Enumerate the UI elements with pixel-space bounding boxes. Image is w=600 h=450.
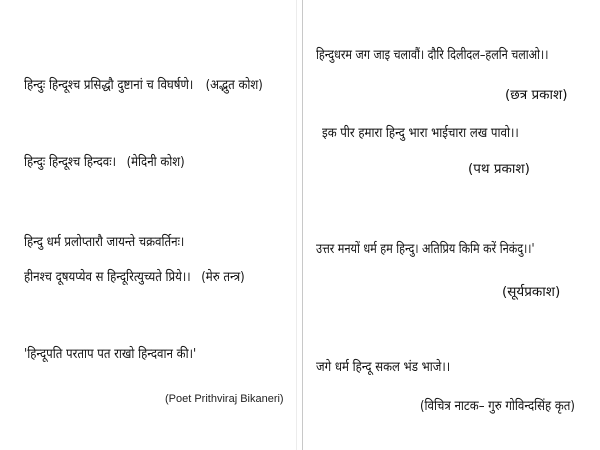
- left-quote-4-credit: (Poet Prithviraj Bikaneri): [165, 393, 284, 405]
- right-quote-2-text: इक पीर हमारा हिन्दु भारा भाईचारा लख पावो।।: [322, 125, 519, 141]
- right-quote-1-text: हिन्दुधरम जग जाइ चलावौं। दौरि दिलीदल–हलनि चलाओ।।: [316, 47, 549, 63]
- right-quote-2-source: (पथ प्रकाश): [468, 161, 530, 177]
- left-quote-2-source: (मेदिनी कोश): [126, 154, 185, 170]
- left-quote-2: [24, 153, 185, 171]
- column-divider-shadow: [296, 0, 297, 450]
- left-quote-1-text: हिन्दुः हिन्दूश्च प्रसिद्धौ दुष्टानां च विघर्षणे।: [24, 77, 194, 93]
- right-quote-4-text: जगे धर्म हिन्दू सकल भंड भाजे।।: [316, 359, 451, 375]
- right-quote-3-source: (सूर्यप्रकाश): [502, 284, 561, 300]
- left-quote-3-source: (मेरु तन्त्र): [201, 269, 245, 285]
- column-divider: [302, 0, 303, 450]
- left-quote-3-line-2: [24, 268, 245, 286]
- right-quote-1-source: (छत्र प्रकाश): [505, 87, 568, 103]
- left-quote-3-line-1: हिन्दु धर्म प्रलोप्तारौ जायन्ते चक्रवर्तिनः।: [24, 234, 185, 250]
- right-quote-4-source: (विचित्र नाटक– गुरु गोविन्दसिंह कृत): [420, 398, 575, 414]
- left-quote-1: [24, 76, 263, 94]
- left-quote-1-source: (अद्भुत कोश): [205, 77, 263, 93]
- left-quote-3-line-2-text: हीनश्च दूषयप्येव स हिन्दूरित्युच्यते प्रिये।।: [24, 269, 191, 285]
- left-quote-2-text: हिन्दुः हिन्दूश्च हिन्दवः।: [24, 154, 117, 170]
- right-quote-3-text: उत्तर मनयों धर्म हम हिन्दु। अतिप्रिय किमि करें निकंदु।।': [316, 241, 535, 257]
- left-quote-4-text: 'हिन्दूपति परताप पत राखो हिन्दवान की।': [24, 346, 197, 362]
